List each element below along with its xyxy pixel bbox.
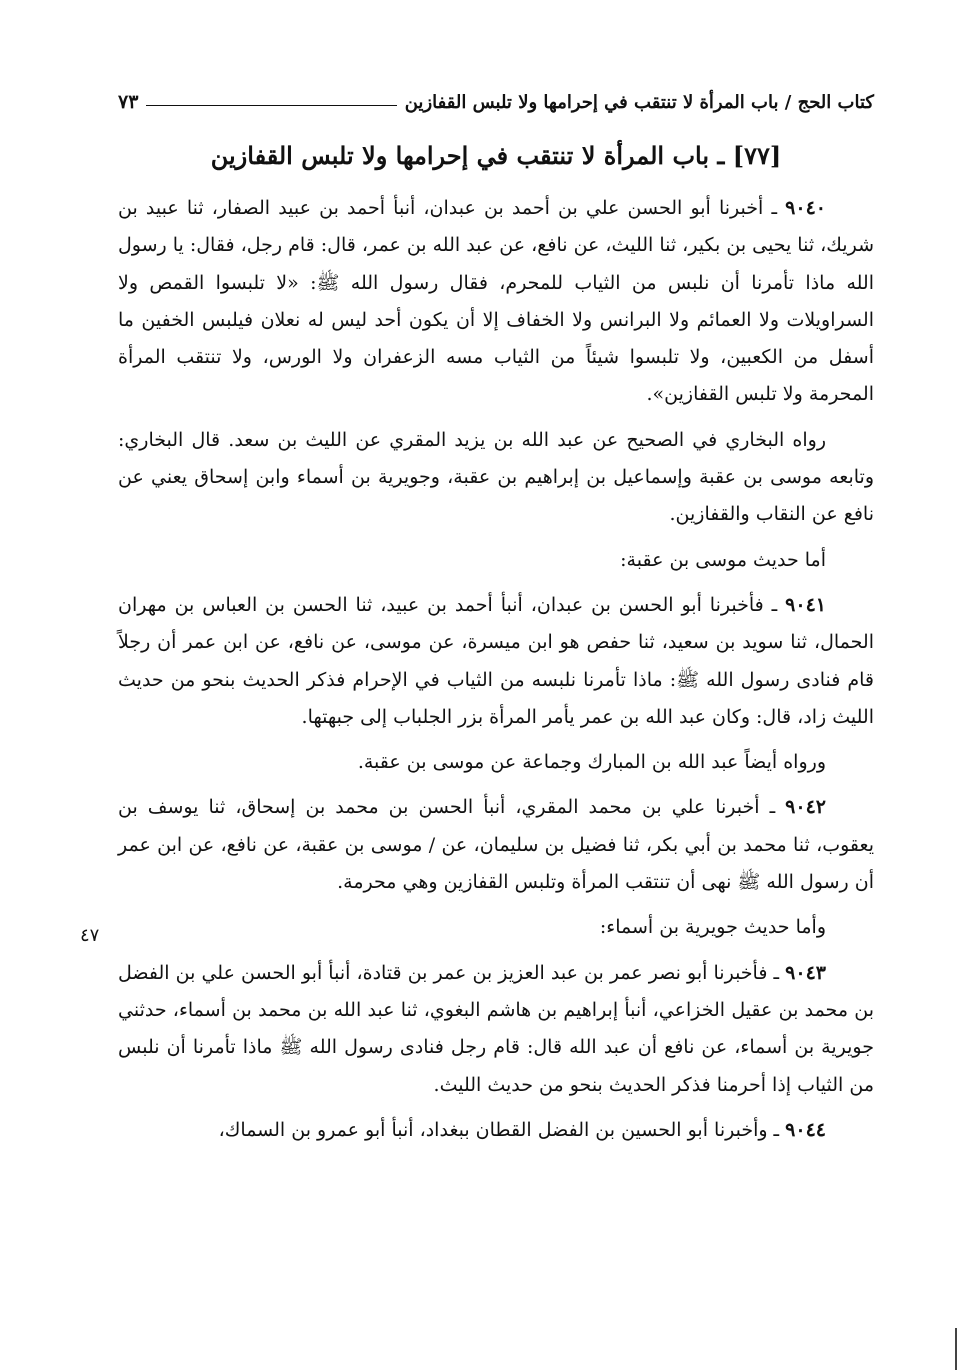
paragraph-text: ـ وأخبرنا أبو الحسين بن الفضل القطان ببغداد، أنبأ أبو عمرو بن السماك، [218, 1118, 786, 1141]
paragraph-9040 [118, 190, 874, 414]
paragraph-9041 [118, 587, 874, 736]
margin-folio-note: ٤٧ [80, 925, 100, 946]
paragraph-text: ـ أخبرنا أبو الحسن علي بن أحمد بن عبدان، أنبأ أحمد بن عبيد الصفار، ثنا عبيد بن شريك، ثنا يحيى بن بكير، ثنا الليث، عن نافع، عن عبد الله بن عمر، قال: قام رجل، فقال: يا رسول الله ماذا تأمرنا أن نلبس من الثياب للمحرم، فقال رسول الله ﷺ: «لا تلبسوا القمص ولا السراويلات ولا العمائم ولا البرانس ولا الخفاف إلا أن يكون أحد ليس له نعلان فيلبس الخفين ما أسفل من الكعبين، ولا تلبسوا شيئاً من الثياب مسه الزعفران ولا الورس، ولا تنتقب المرأة المحرمة ولا تلبس القفازين». [117, 197, 874, 406]
paragraph-9042 [118, 789, 874, 901]
paragraph-text: ـ فأخبرنا أبو الحسن بن عبدان، أنبأ أحمد بن عبيد، ثنا الحسن بن العباس بن مهران الحمال، ثنا سويد بن سعيد، ثنا حفص هو ابن ميسرة، عن موسى، عن نافع، عن ابن عمر أن رجلاً قام فنادى رسول الله ﷺ: ماذا تأمرنا نلبسه من الثياب في الإحرام فذكر الحديث بنحو من حديث الليث زاد، قال: وكان عبد الله بن عمر يأمر المرأة بزر الجلباب إلى جبهتها. [118, 593, 874, 728]
paragraph-9043 [118, 955, 874, 1104]
header-rule [146, 105, 396, 106]
paragraph-mubarak-note [118, 744, 874, 781]
paragraph-text: ورواه أيضاً عبد الله بن المبارك وجماعة عن موسى بن عقبة. [357, 751, 826, 774]
header-title: كتاب الحج / باب المرأة لا تنتقب في إحرامها ولا تلبس القفازين [404, 91, 874, 113]
hadith-number: ٩٠٤١ [785, 593, 826, 616]
hadith-number: ٩٠٤٠ [785, 197, 826, 219]
paragraph-text: ـ فأخبرنا أبو نصر عمر بن عبد العزيز بن عمر بن قتادة، أنبأ أبو الحسن علي بن الفضل بن محمد بن عقيل الخزاعي، أنبأ إبراهيم بن هاشم البغوي، ثنا عبد الله بن محمد بن أسماء، حدثني جويرية بن أسماء، عن نافع أن عبد الله قال: قام رجل فنادى رسول الله ﷺ ماذا تأمرنا أن نلبس من الثياب إذا أحرمنا فذكر الحديث بنحو من حديث الليث. [118, 961, 874, 1096]
paragraph-9044 [118, 1112, 874, 1149]
paragraph-text: رواه البخاري في الصحيح عن عبد الله بن يزيد المقري عن الليث بن سعد. قال البخاري: وتابعه موسى بن عقبة وإسماعيل بن إبراهيم بن عقبة، وجويرية بن أسماء وابن إسحاق يعني عن نافع عن النقاب والقفازين. [118, 428, 874, 526]
chapter-title: [٧٧] ـ باب المرأة لا تنتقب في إحرامها ولا تلبس القفازين [210, 141, 782, 170]
hadith-number: ٩٠٤٤ [785, 1118, 826, 1141]
page-edge-line [955, 1328, 957, 1370]
body-text [118, 190, 874, 1157]
paragraph-musa-heading [118, 542, 874, 579]
paragraph-juwayriya-heading [118, 909, 874, 946]
paragraph-text: ـ أخبرنا علي بن محمد المقري، أنبأ الحسن بن محمد بن إسحاق، ثنا يوسف بن يعقوب، ثنا محمد بن أبي بكر، ثنا فضيل بن سليمان، عن / موسى بن عقبة، عن نافع، عن ابن عمر أن رسول الله ﷺ نهى أن تنتقب المرأة وتلبس القفازين وهي محرمة. [118, 796, 874, 894]
page-number: ٧٣ [118, 91, 139, 113]
hadith-number: ٩٠٤٢ [785, 796, 826, 819]
hadith-number: ٩٠٤٣ [785, 961, 826, 984]
paragraph-text: أما حديث موسى بن عقبة: [620, 548, 826, 571]
paragraph-bukhari-note [118, 422, 874, 534]
paragraph-text: وأما حديث جويرية بن أسماء: [599, 916, 826, 939]
running-header [118, 84, 874, 120]
